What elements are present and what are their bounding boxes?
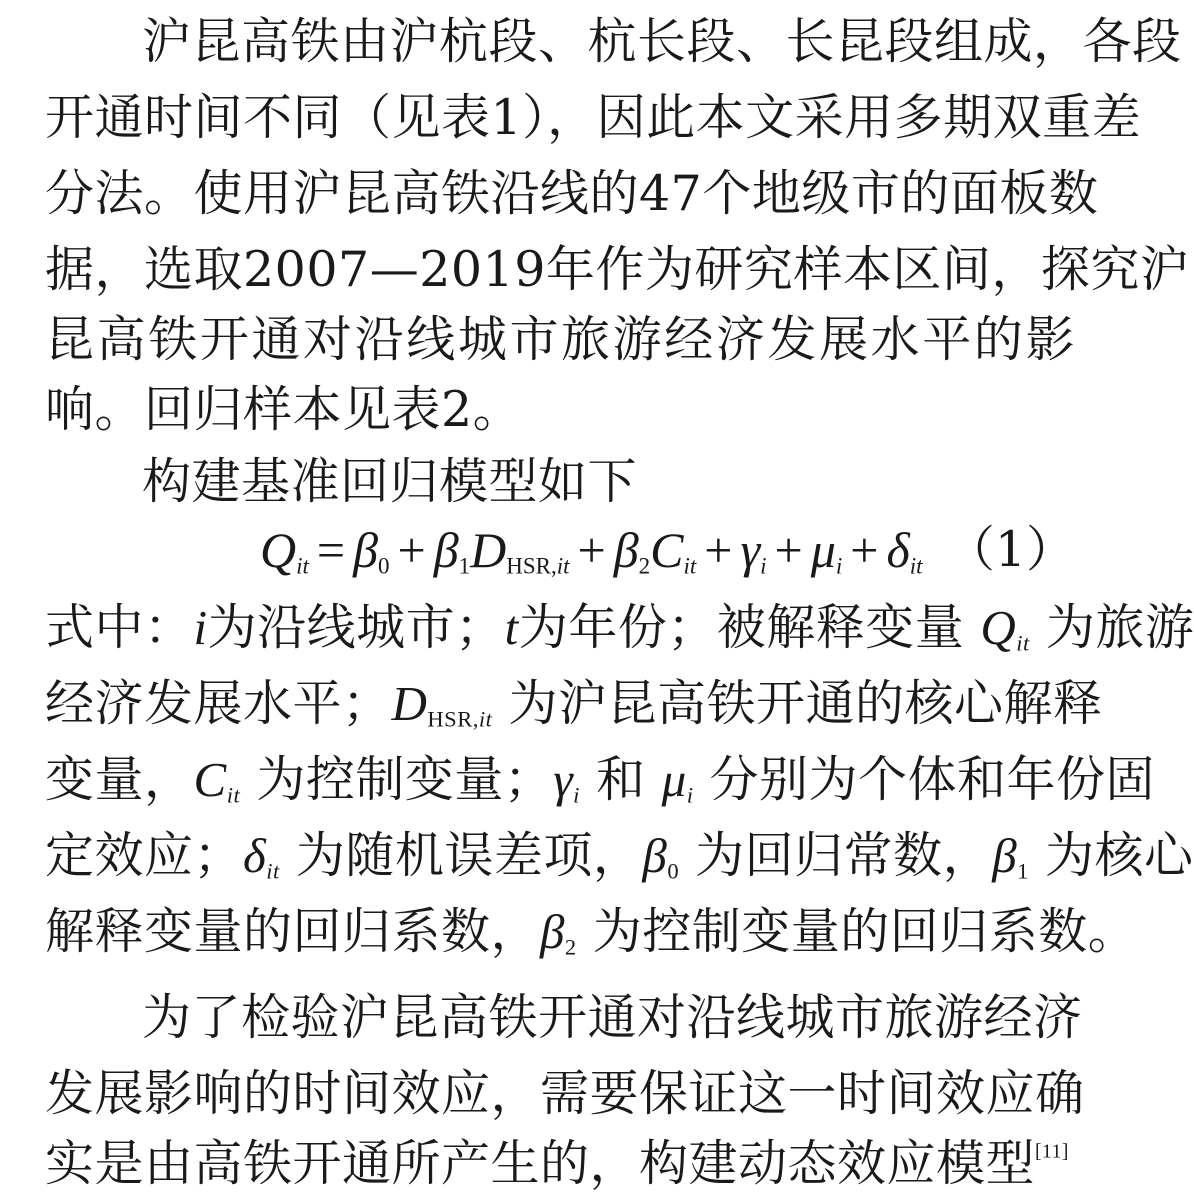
paragraph3-line-5: 解释变量的回归系数，$\beta_2$ 为控制变量的回归系数。	[45, 903, 1138, 960]
paragraph1-line-5: 昆高铁开通对沿线城市旅游经济发展水平的影	[45, 311, 1075, 368]
equation-1	[45, 520, 1075, 580]
paragraph4-line-3: 实是由高铁开通所产生的，构建动态效应模型[11]	[45, 1135, 1069, 1192]
paragraph1-line-1: 沪昆高铁由沪杭段、杭长段、长昆段组成，各段	[142, 13, 1182, 70]
paragraph1-line-6: 响。回归样本见表2。	[45, 381, 523, 438]
equation-number: （1）	[945, 521, 1075, 578]
paragraph1-line-2: 开通时间不同（见表1），因此本文采用多期双重差	[45, 89, 1142, 146]
paragraph3-line-4: 定效应；$\delta_{it}$ 为随机误差项，$\beta_0$ 为回归常数，$\beta_1$ 为核心	[45, 827, 1194, 884]
paragraph3-line-1: 式中：i为沿线城市；t为年份；被解释变量 $Q_{it}$ 为旅游	[45, 599, 1194, 656]
citation-ref: [11]	[1035, 1141, 1069, 1163]
paragraph4-line-1: 为了检验沪昆高铁开通对沿线城市旅游经济	[142, 989, 1083, 1046]
paragraph1-line-4: 据，选取2007—2019年作为研究样本区间，探究沪	[45, 241, 1190, 298]
paragraph3-line-2: 经济发展水平；$D_{HSR,it}$ 为沪昆高铁开通的核心解释	[45, 675, 1103, 732]
paragraph1-line-3: 分法。使用沪昆高铁沿线的47个地级市的面板数	[45, 165, 1099, 222]
paragraph3-line-3: 变量，$C_{it}$ 为控制变量；$\gamma_i$ 和 $\mu_i$ 分别为个体和年份固	[45, 751, 1156, 808]
paragraph4-line-2: 发展影响的时间效应，需要保证这一时间效应确	[45, 1065, 1085, 1122]
paragraph2-line: 构建基准回归模型如下	[142, 453, 638, 510]
equation-body: $Q_{it} = \beta_0 + \beta_1D_{HSR,it} + \beta_2C_{it} + \gamma_i + \mu_i + \delta_{it}$	[260, 522, 923, 579]
